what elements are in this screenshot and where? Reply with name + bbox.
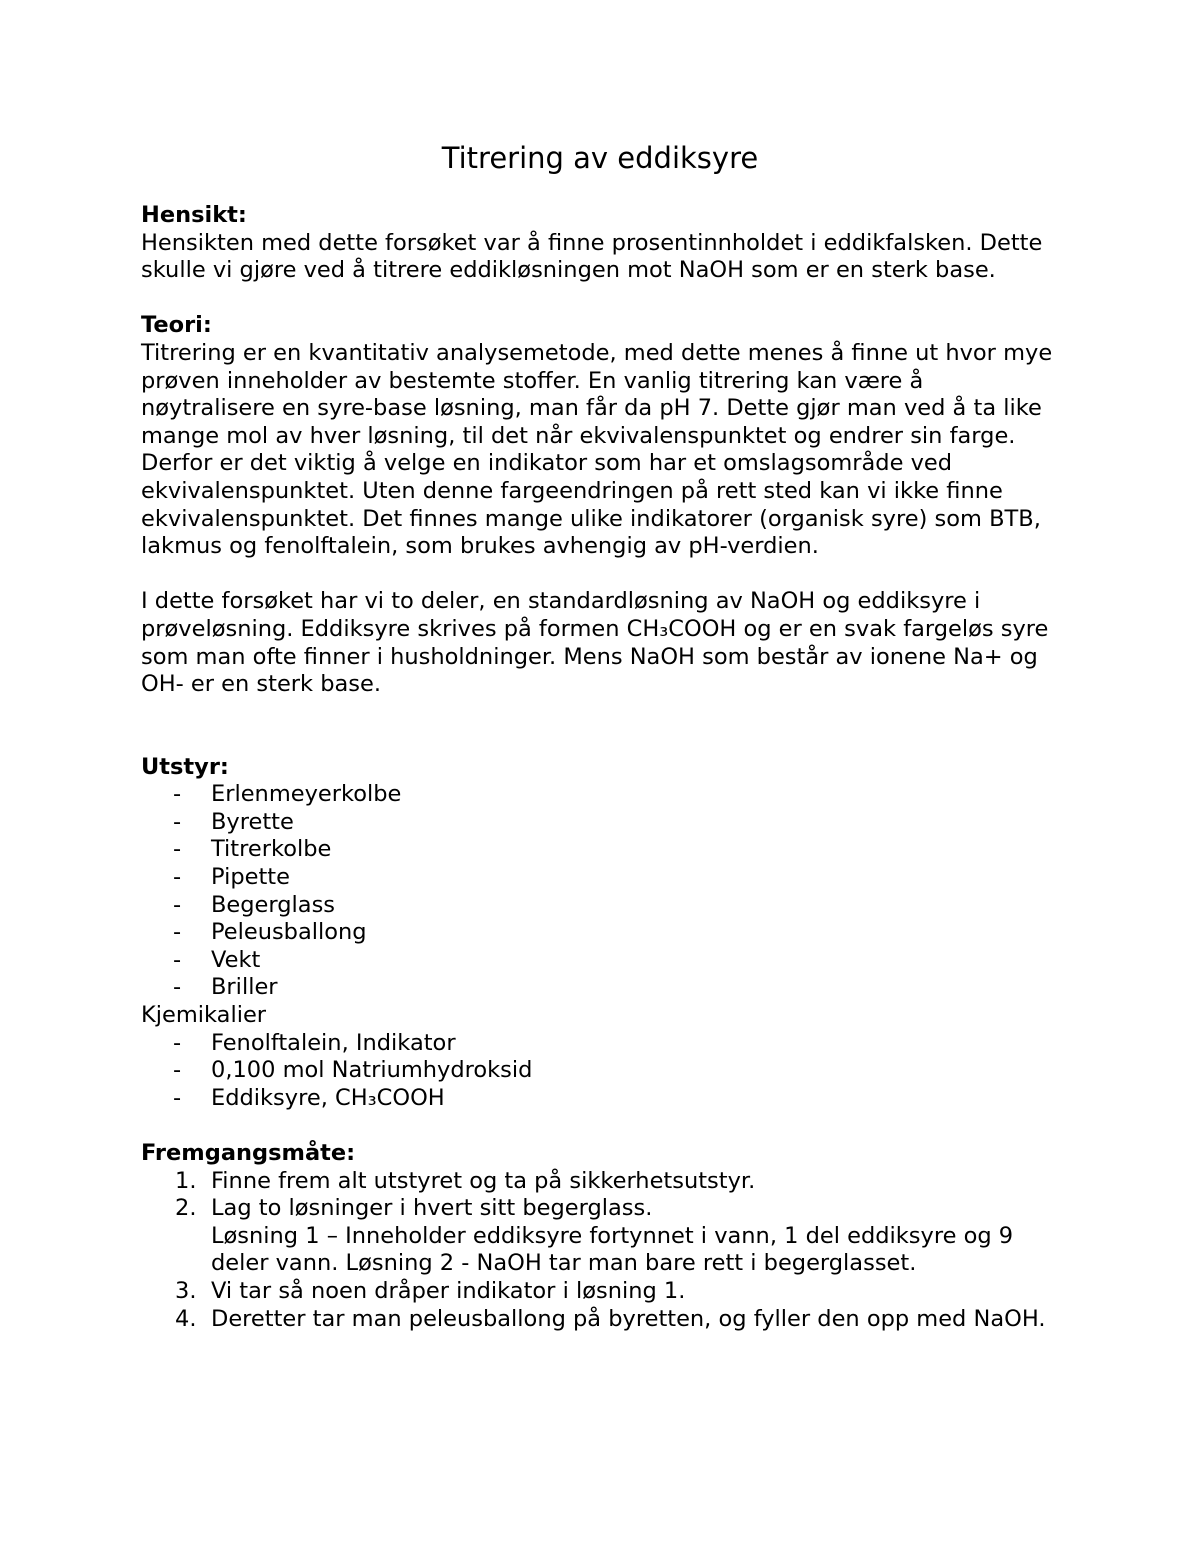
- fremgangsmate-list: [141, 1168, 1061, 1334]
- hensikt-heading: Hensikt:: [141, 202, 247, 228]
- list-item: - Erlenmeyerkolbe: [173, 781, 402, 808]
- list-item: - 0,100 mol Natriumhydroksid: [173, 1057, 533, 1084]
- teori-paragraph-2: I dette forsøket har vi to deler, en standardløsning av NaOH og eddiksyre i prøveløsning. Eddiksyre skrives på formen CH₃COOH og er en svak fargeløs syre som man ofte finner i husholdninger. Mens NaOH som består av ionene Na+ og OH- er en sterk base.: [141, 588, 1049, 698]
- document-title: Titrering av eddiksyre: [441, 141, 759, 175]
- list-item: - Eddiksyre, CH₃COOH: [173, 1084, 445, 1111]
- list-item: - Titrerkolbe: [173, 836, 332, 863]
- teori-heading: Teori:: [141, 312, 212, 339]
- list-item: - Byrette: [173, 808, 294, 835]
- list-item: 1. Finne frem alt utstyret og ta på sikkerhetsutstyr.: [175, 1167, 756, 1194]
- utstyr-list: [141, 781, 1061, 1002]
- teori-paragraph-1: Titrering er en kvantitativ analysemetode, med dette menes å finne ut hvor mye prøven inneholder av bestemte stoffer. En vanlig titrering kan være å nøytralisere en syre-base løsning, man får da pH 7. Dette gjør man ved å ta like mange mol av hver løsning, til det når ekvivalenspunktet og endrer sin farge. Derfor er det viktig å velge en indikator som har et omslagsområde ved ekvivalenspunktet. Uten denne fargeendringen på rett sted kan vi ikke finne ekvivalenspunktet. Det finnes mange ulike indikatorer (organisk syre) som BTB, lakmus og fenolftalein, som brukes avhengig av pH-verdien.: [141, 339, 1053, 560]
- list-item: - Pipette: [173, 864, 290, 891]
- list-item: - Fenolftalein, Indikator: [173, 1029, 456, 1056]
- list-item: - Vekt: [173, 946, 261, 973]
- list-item: 4. Deretter tar man peleusballong på byretten, og fyller den opp med NaOH.: [175, 1305, 1046, 1332]
- list-item: - Begerglass: [173, 891, 336, 918]
- fremgangsmate-heading: Fremgangsmåte:: [141, 1140, 356, 1166]
- kjemikalier-list: [141, 1030, 1061, 1113]
- kjemikalier-heading: Kjemikalier: [141, 1002, 267, 1029]
- list-item: 2. Lag to løsninger i hvert sitt begerglass. Løsning 1 – Inneholder eddiksyre fortynnet i vann, 1 del eddiksyre og 9 deler vann. Løsning 2 - NaOH tar man bare rett i begerglasset.: [175, 1195, 1014, 1277]
- document-body: [141, 202, 1061, 1333]
- hensikt-text: Hensikten med dette forsøket var å finne prosentinnholdet i eddikfalsken. Dette skulle vi gjøre ved å titrere eddikløsningen mot NaOH som er en sterk base.: [141, 229, 1043, 284]
- list-item: - Briller: [173, 974, 278, 1001]
- list-item: 3. Vi tar så noen dråper indikator i løsning 1.: [175, 1277, 686, 1304]
- list-item: - Peleusballong: [173, 919, 367, 946]
- utstyr-heading: Utstyr:: [141, 753, 229, 780]
